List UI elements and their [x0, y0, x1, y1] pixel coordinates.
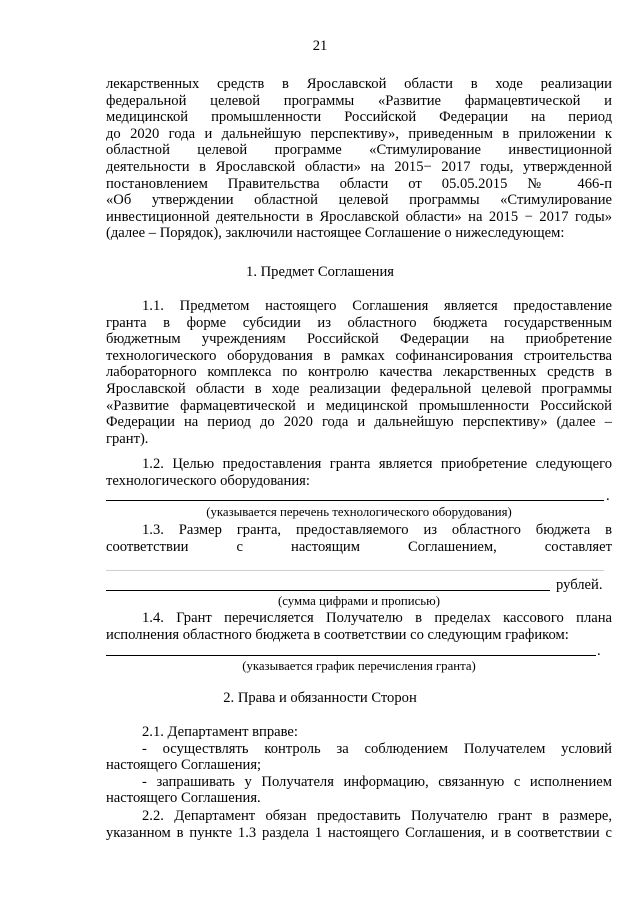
- text-line: 1.4. Грант перечисляется Получателю в пределах кассового плана: [142, 610, 612, 626]
- text-line: деятельности в Ярославской области» на 2015− 2017 годы, утвержденной: [106, 158, 612, 175]
- section-2-heading: 2. Права и обязанности Сторон: [223, 690, 417, 706]
- text-line: 2.1. Департамент вправе:: [142, 724, 298, 740]
- text-line: указанном в пункте 1.3 раздела 1 настоящего Соглашения, и в соответствии с: [106, 824, 612, 841]
- text-line: лекарственных средств в Ярославской области в ходе реализации: [106, 76, 612, 92]
- text-line: - осуществлять контроль за соблюдением Получателем условий: [142, 740, 612, 757]
- text-line: медицинской промышленности Российской Федерации на период: [106, 109, 612, 126]
- clause-1-4: [106, 610, 612, 643]
- caption-sum: (сумма цифрами и прописью): [278, 594, 440, 608]
- text-line: настоящего Соглашения.: [106, 790, 261, 807]
- caption-schedule: (указывается график перечисления гранта): [242, 659, 476, 673]
- clause-2-2: [106, 808, 612, 841]
- page-number: 21: [312, 38, 328, 54]
- text-line: 1.1. Предметом настоящего Соглашения является предоставление: [142, 298, 612, 314]
- text-line: областной целевой программе «Стимулирование инвестиционной: [106, 142, 612, 159]
- rubles-label: рублей.: [556, 577, 603, 593]
- fill-line-dot: .: [606, 488, 610, 504]
- sum-fill-line-upper[interactable]: [106, 570, 604, 571]
- clause-1-2: [106, 456, 612, 489]
- text-line: технологического оборудования:: [106, 472, 310, 489]
- text-line: постановлением Правительства области от 05.05.2015 № 466-п: [106, 175, 612, 192]
- caption-equipment: (указывается перечень технологического оборудования): [206, 505, 512, 519]
- clause-2-1: [106, 724, 612, 807]
- text-line: - запрашивать у Получателя информацию, связанную с исполнением: [142, 773, 612, 790]
- sum-fill-line[interactable]: [106, 590, 550, 591]
- text-line: грант).: [106, 430, 149, 447]
- text-line: соответствии с настоящим Соглашением, составляет: [106, 538, 612, 555]
- text-line: настоящего Соглашения;: [106, 757, 262, 774]
- text-line: «Об утверждении областной целевой программы «Стимулирование: [106, 192, 612, 209]
- text-line: «Развитие фармацевтической и медицинской промышленности Российской: [106, 397, 612, 414]
- clause-1-3: [106, 522, 612, 555]
- text-line: Ярославской области в ходе реализации федеральной целевой программы: [106, 380, 612, 397]
- text-line: федеральной целевой программы «Развитие фармацевтической и: [106, 92, 612, 109]
- equipment-fill-line[interactable]: [106, 500, 604, 501]
- text-line: до 2020 года и дальнейшую перспективу», приведенным в приложении к: [106, 125, 612, 142]
- section-1-heading: 1. Предмет Соглашения: [246, 264, 394, 280]
- text-line: лабораторного комплекса по контролю качества лекарственных средств в: [106, 364, 612, 381]
- text-line: (далее – Порядок), заключили настоящее Соглашение о нижеследующем:: [106, 225, 565, 242]
- clause-1-1: [106, 298, 612, 447]
- text-line: бюджетным учреждениям Российской Федерации на приобретение: [106, 331, 612, 348]
- schedule-fill-line[interactable]: [106, 655, 596, 656]
- text-line: 1.3. Размер гранта, предоставляемого из областного бюджета в: [142, 522, 612, 538]
- text-line: 1.2. Целью предоставления гранта является приобретение следующего: [142, 456, 612, 472]
- text-line: инвестиционной деятельности в Ярославской области» на 2015 − 2017 годы»: [106, 208, 612, 225]
- text-line: гранта в форме субсидии из областного бюджета государственным: [106, 314, 612, 331]
- fill-line-dot: .: [597, 643, 601, 659]
- text-line: технологического оборудования в рамках софинансирования строительства: [106, 347, 612, 364]
- text-line: исполнения областного бюджета в соответствии со следующим графиком:: [106, 626, 569, 643]
- text-line: Федерации на период до 2020 года и дальнейшую перспективу» (далее –: [106, 414, 612, 431]
- text-line: 2.2. Департамент обязан предоставить Получателю грант в размере,: [142, 808, 612, 824]
- intro-paragraph: [106, 76, 612, 242]
